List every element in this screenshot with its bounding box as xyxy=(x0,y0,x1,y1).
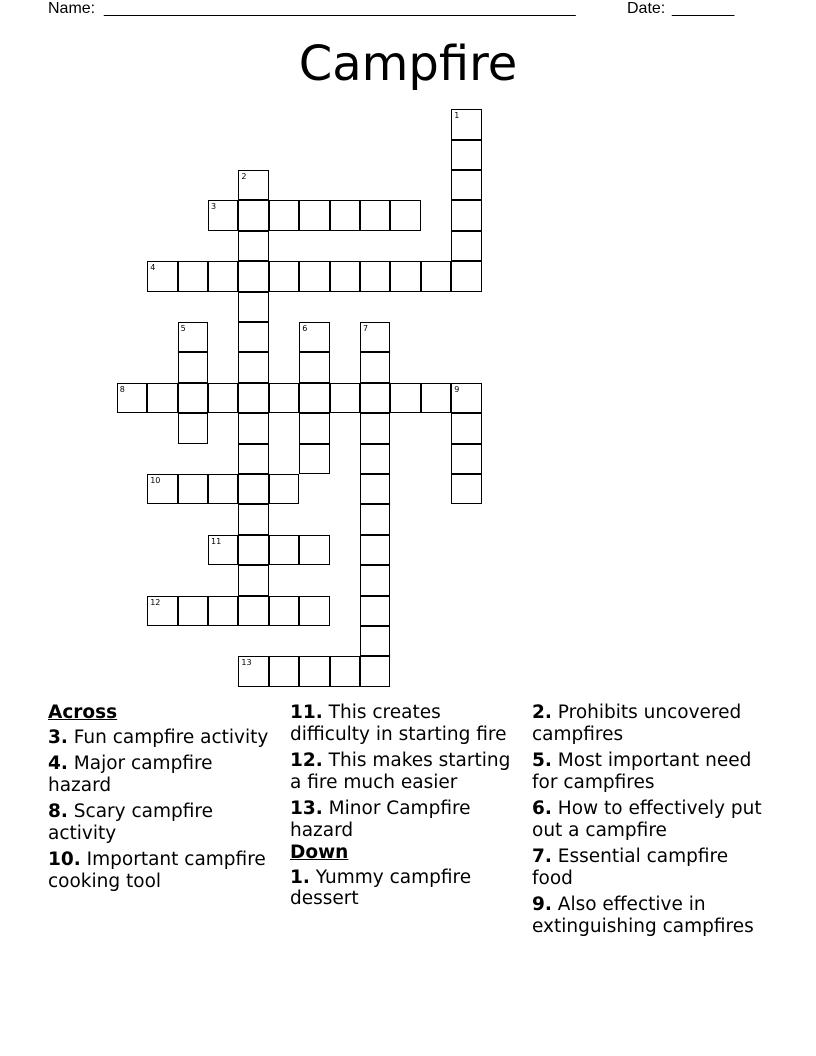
grid-cell[interactable] xyxy=(360,352,390,382)
clue-down-9 xyxy=(532,894,772,937)
grid-cell[interactable] xyxy=(238,596,268,626)
grid-cell[interactable] xyxy=(178,322,208,352)
cell-number: 2 xyxy=(241,172,247,181)
clue-across-4 xyxy=(48,753,273,796)
grid-cell[interactable] xyxy=(299,413,329,443)
cell-number: 8 xyxy=(119,384,125,394)
grid-cell[interactable] xyxy=(451,444,481,474)
grid-cell[interactable] xyxy=(360,565,390,595)
clue-down-1 xyxy=(290,867,515,910)
cell-number: 10 xyxy=(150,476,161,485)
clue-number: 2. xyxy=(532,702,552,723)
grid-cell[interactable] xyxy=(238,474,268,504)
clue-across-3 xyxy=(48,727,273,749)
grid-cell[interactable] xyxy=(360,413,390,443)
date-label: Date: xyxy=(627,0,666,17)
cell-number: 13 xyxy=(241,658,252,668)
cell-number: 1 xyxy=(454,111,460,121)
grid-cell[interactable] xyxy=(208,535,238,565)
grid-cell[interactable] xyxy=(299,596,329,626)
clues-column-2 xyxy=(290,702,515,915)
clue-number: 6. xyxy=(532,798,552,819)
clue-text: Minor Campfire hazard xyxy=(290,798,471,841)
grid-cell[interactable] xyxy=(178,352,208,382)
grid-cell[interactable] xyxy=(147,596,177,626)
grid-cell[interactable] xyxy=(238,535,268,565)
grid-cell[interactable] xyxy=(269,596,299,626)
grid-cell[interactable] xyxy=(360,656,390,686)
grid-cell[interactable] xyxy=(147,474,177,504)
grid-cell[interactable] xyxy=(178,383,208,413)
clue-number: 3. xyxy=(48,726,68,748)
clue-number: 7. xyxy=(532,846,552,867)
cell-number: 3 xyxy=(211,202,217,212)
grid-cell[interactable] xyxy=(299,535,329,565)
grid-cell[interactable] xyxy=(208,383,238,413)
clue-across-10 xyxy=(48,849,273,892)
grid-cell[interactable] xyxy=(238,656,268,686)
clue-across-13 xyxy=(290,798,515,841)
cell-number: 7 xyxy=(363,324,369,333)
cell-number: 12 xyxy=(150,597,161,607)
grid-cell[interactable] xyxy=(238,200,268,230)
grid-cell[interactable] xyxy=(451,474,481,504)
grid-cell[interactable] xyxy=(238,292,268,322)
grid-cell[interactable] xyxy=(269,200,299,230)
grid-cell[interactable] xyxy=(360,504,390,534)
grid-cell[interactable] xyxy=(360,200,390,230)
grid-cell[interactable] xyxy=(208,261,238,291)
clue-text: Major campfire hazard xyxy=(48,753,213,796)
grid-cell[interactable] xyxy=(208,474,238,504)
grid-cell[interactable] xyxy=(238,170,268,200)
clue-down-5 xyxy=(532,750,772,793)
grid-cell[interactable] xyxy=(451,200,481,230)
grid-cell[interactable] xyxy=(299,200,329,230)
grid-cell[interactable] xyxy=(208,596,238,626)
clue-text: This creates difficulty in starting fire xyxy=(290,702,507,745)
clue-down-2 xyxy=(532,702,772,745)
grid-cell[interactable] xyxy=(451,413,481,443)
grid-cell[interactable] xyxy=(451,170,481,200)
grid-cell[interactable] xyxy=(238,352,268,382)
grid-cell[interactable] xyxy=(330,656,360,686)
grid-cell[interactable] xyxy=(269,261,299,291)
clue-across-11 xyxy=(290,702,515,745)
clue-number: 8. xyxy=(48,801,68,822)
grid-cell[interactable] xyxy=(299,352,329,382)
grid-cell[interactable] xyxy=(299,383,329,413)
clues-column-3 xyxy=(532,702,772,942)
grid-cell[interactable] xyxy=(360,474,390,504)
grid-cell[interactable] xyxy=(299,656,329,686)
clue-text: This makes starting a fire much easier xyxy=(290,750,511,793)
grid-cell[interactable] xyxy=(238,565,268,595)
clue-across-8 xyxy=(48,801,273,844)
grid-cell[interactable] xyxy=(178,596,208,626)
grid-cell[interactable] xyxy=(238,231,268,261)
grid-cell[interactable] xyxy=(178,261,208,291)
clue-text: Important campfire cooking tool xyxy=(48,849,266,892)
grid-cell[interactable] xyxy=(360,535,390,565)
grid-cell[interactable] xyxy=(299,261,329,291)
clue-text: How to effectively put out a campfire xyxy=(532,798,762,841)
grid-cell[interactable] xyxy=(238,413,268,443)
grid-cell[interactable] xyxy=(238,261,268,291)
grid-cell[interactable] xyxy=(208,200,238,230)
grid-cell[interactable] xyxy=(238,444,268,474)
grid-cell[interactable] xyxy=(421,383,451,413)
grid-cell[interactable] xyxy=(299,444,329,474)
clue-number: 11. xyxy=(290,702,323,723)
grid-cell[interactable] xyxy=(360,596,390,626)
grid-cell[interactable] xyxy=(390,383,420,413)
grid-cell[interactable] xyxy=(360,444,390,474)
cell-number: 4 xyxy=(150,263,156,273)
clue-number: 5. xyxy=(532,750,552,771)
grid-cell[interactable] xyxy=(451,109,481,139)
grid-cell[interactable] xyxy=(269,535,299,565)
grid-cell[interactable] xyxy=(147,383,177,413)
grid-cell[interactable] xyxy=(238,322,268,352)
clue-text: Fun campfire activity xyxy=(73,726,269,748)
name-label: Name: xyxy=(48,0,96,17)
grid-cell[interactable] xyxy=(269,383,299,413)
grid-cell[interactable] xyxy=(451,383,481,413)
date-field-line[interactable]: _______ xyxy=(672,0,735,17)
clue-down-7 xyxy=(532,846,772,889)
grid-cell[interactable] xyxy=(269,474,299,504)
clue-text: Prohibits uncovered campfires xyxy=(532,702,742,745)
grid-cell[interactable] xyxy=(330,261,360,291)
grid-cell[interactable] xyxy=(451,231,481,261)
grid-cell[interactable] xyxy=(330,383,360,413)
grid-cell[interactable] xyxy=(299,322,329,352)
grid-cell[interactable] xyxy=(269,656,299,686)
grid-cell[interactable] xyxy=(451,140,481,170)
clue-down-6 xyxy=(532,798,772,841)
grid-cell[interactable] xyxy=(178,413,208,443)
grid-cell[interactable] xyxy=(238,383,268,413)
clue-number: 13. xyxy=(290,798,323,819)
grid-cell[interactable] xyxy=(390,200,420,230)
grid-cell[interactable] xyxy=(360,261,390,291)
clue-text: Also effective in extinguishing campfires xyxy=(532,894,754,937)
grid-cell[interactable] xyxy=(360,322,390,352)
across-heading: Across xyxy=(48,702,118,723)
grid-cell[interactable] xyxy=(147,261,177,291)
cell-number: 11 xyxy=(211,536,222,546)
page-title: Campfire xyxy=(298,36,518,92)
cell-number: 9 xyxy=(454,384,460,394)
grid-cell[interactable] xyxy=(360,626,390,656)
clue-across-12 xyxy=(290,750,515,793)
clue-text: Yummy campfire dessert xyxy=(290,866,472,909)
clues-column-1 xyxy=(48,702,273,897)
grid-cell[interactable] xyxy=(238,504,268,534)
grid-cell[interactable] xyxy=(421,261,451,291)
clue-number: 4. xyxy=(48,753,68,774)
clue-number: 12. xyxy=(290,750,323,771)
grid-cell[interactable] xyxy=(178,474,208,504)
clue-text: Essential campfire food xyxy=(532,846,729,889)
down-heading: Down xyxy=(290,842,349,863)
clue-number: 10. xyxy=(48,849,81,870)
cell-number: 5 xyxy=(180,324,186,333)
grid-cell[interactable] xyxy=(451,261,481,291)
clue-text: Most important need for campfires xyxy=(532,750,752,793)
grid-cell[interactable] xyxy=(330,200,360,230)
grid-cell[interactable] xyxy=(117,383,147,413)
name-field-line[interactable]: _____________________________________________________ xyxy=(104,0,576,17)
grid-cell[interactable] xyxy=(390,261,420,291)
grid-cell[interactable] xyxy=(360,383,390,413)
clue-number: 9. xyxy=(532,894,552,915)
clue-text: Scary campfire activity xyxy=(48,801,213,844)
cell-number: 6 xyxy=(302,324,308,333)
clue-number: 1. xyxy=(290,866,310,888)
